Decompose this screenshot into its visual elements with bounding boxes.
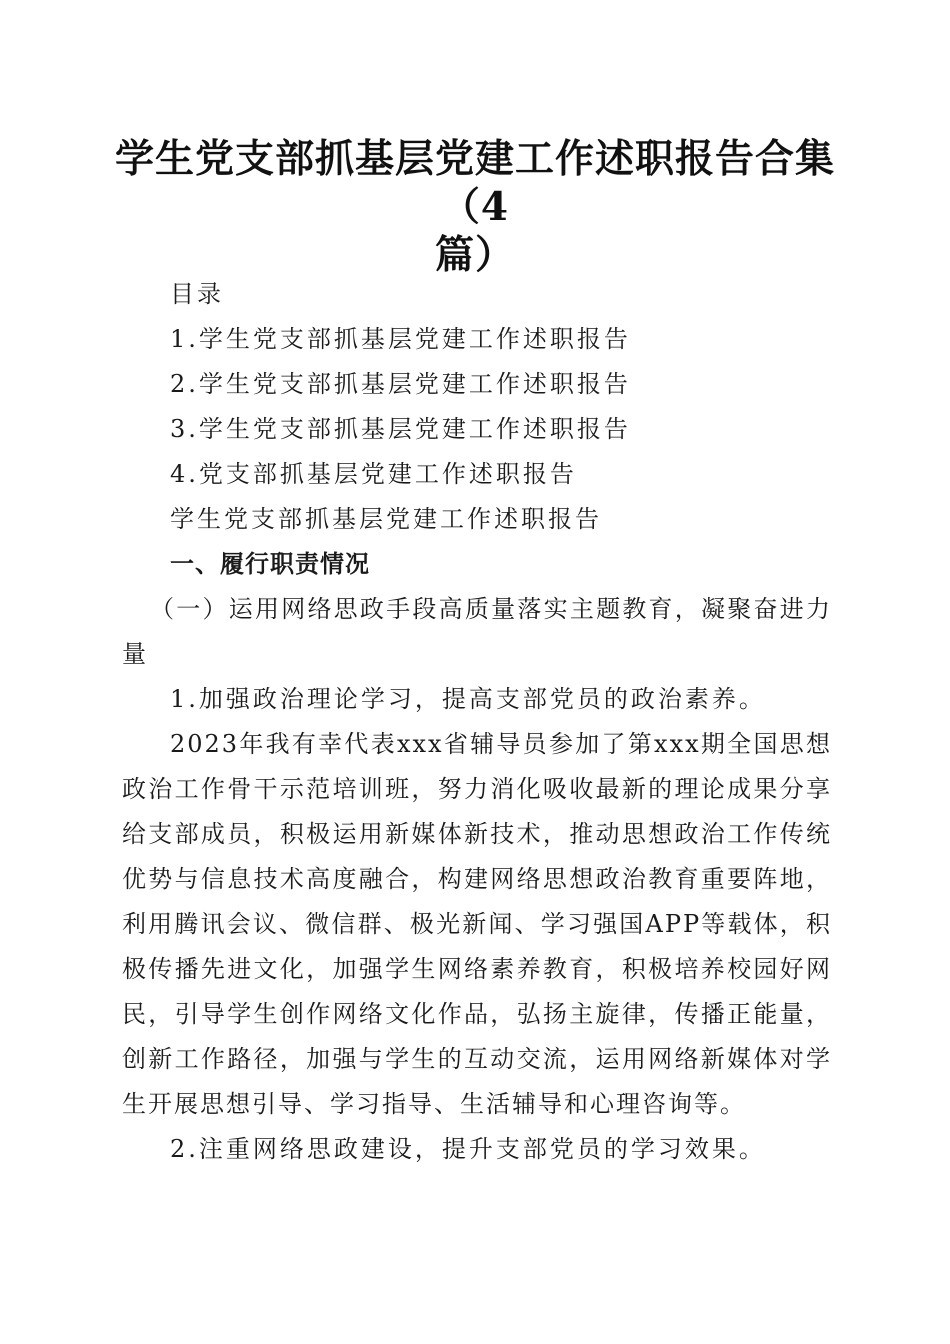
title-line-1: 学生党支部抓基层党建工作述职报告合集（4 [114, 136, 835, 230]
toc-item-1: 1.学生党支部抓基层党建工作述职报告 [170, 325, 631, 353]
heading-1: 一、履行职责情况 [170, 550, 370, 578]
document-title [110, 135, 840, 279]
section-title: 学生党支部抓基层党建工作述职报告 [170, 505, 602, 533]
subheading-1: （一）运用网络思政手段高质量落实主题教育，凝聚奋进力量 [122, 595, 832, 668]
point-1: 1.加强政治理论学习，提高支部党员的政治素养。 [170, 685, 766, 713]
title-line-2: 篇） [434, 232, 515, 278]
paragraph-1: 2023年我有幸代表xxx省辅导员参加了第xxx期全国思想政治工作骨干示范培训班，努力消化吸收最新的理论成果分享给支部成员，积极运用新媒体新技术，推动思想政治工作传统优势与信息技术高度融合，构建网络思想政治教育重要阵地，利用腾讯会议、微信群、极光新闻、学习强国APP等载体，积极传播先进文化，加强学生网络素养教育，积极培养校园好网民，引导学生创作网络文化作品，弘扬主旋律，传播正能量，创新工作路径，加强与学生的互动交流，运用网络新媒体对学生开展思想引导、学习指导、生活辅导和心理咨询等。 [122, 730, 832, 1118]
toc-item-3: 3.学生党支部抓基层党建工作述职报告 [170, 415, 631, 443]
toc-item-2: 2.学生党支部抓基层党建工作述职报告 [170, 370, 631, 398]
toc-heading: 目录 [170, 280, 224, 308]
toc-item-4: 4.党支部抓基层党建工作述职报告 [170, 460, 577, 488]
point-2: 2.注重网络思政建设，提升支部党员的学习效果。 [170, 1135, 766, 1163]
document-body [122, 272, 832, 1172]
